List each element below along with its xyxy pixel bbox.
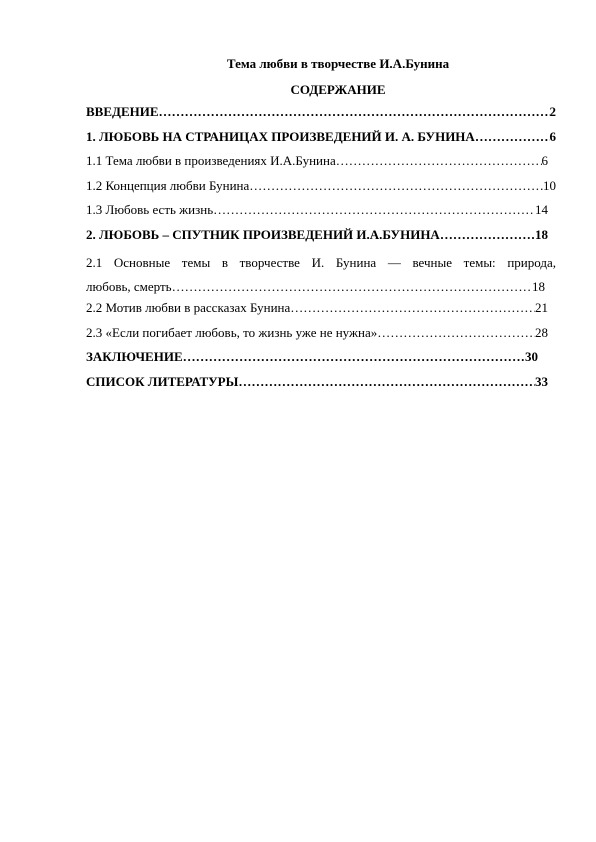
toc-entry-page: 30 bbox=[525, 349, 538, 364]
toc-entry-label-line-2: любовь, смерть bbox=[86, 279, 172, 294]
toc-entry-conclusion[interactable] bbox=[86, 349, 538, 374]
dot-leader bbox=[249, 178, 543, 194]
toc-heading: СОДЕРЖАНИЕ bbox=[290, 82, 386, 97]
table-of-contents bbox=[86, 104, 556, 398]
toc-entry-bibliography[interactable] bbox=[86, 374, 548, 399]
toc-entry-page: 21 bbox=[535, 300, 548, 315]
toc-entry-page: 6 bbox=[541, 153, 548, 168]
toc-entry-label: 1.2 Концепция любви Бунина bbox=[86, 177, 250, 193]
toc-entry-page: 33 bbox=[535, 373, 548, 389]
toc-entry-2-2[interactable] bbox=[86, 300, 548, 325]
toc-entry-label: 1.3 Любовь есть жизнь bbox=[86, 202, 214, 217]
toc-entry-page: 28 bbox=[535, 324, 548, 340]
toc-entry-introduction[interactable] bbox=[86, 104, 556, 129]
dot-leader bbox=[172, 275, 532, 298]
document-title: Тема любви в творчестве И.А.Бунина bbox=[226, 56, 450, 71]
dot-leader bbox=[290, 300, 535, 316]
toc-entry-label: ЗАКЛЮЧЕНИЕ bbox=[86, 349, 183, 364]
toc-entry-label: СПИСОК ЛИТЕРАТУРЫ bbox=[86, 373, 239, 389]
toc-entry-label: 2. ЛЮБОВЬ – СПУТНИК ПРОИЗВЕДЕНИЙ И.А.БУНИНА bbox=[86, 226, 440, 242]
dot-leader bbox=[377, 325, 535, 341]
toc-entry-1-1[interactable] bbox=[86, 153, 548, 178]
toc-entry-chapter-1[interactable] bbox=[86, 129, 556, 154]
dot-leader bbox=[183, 349, 525, 365]
dot-leader bbox=[213, 202, 535, 218]
toc-entry-label: 2.2 Мотив любви в рассказах Бунина bbox=[86, 300, 291, 315]
toc-entry-page: 18 bbox=[532, 279, 545, 294]
dot-leader bbox=[336, 153, 542, 169]
toc-entry-page: 18 bbox=[535, 226, 548, 242]
toc-entry-1-3[interactable] bbox=[86, 202, 548, 227]
toc-entry-label: ВВЕДЕНИЕ bbox=[86, 104, 159, 119]
dot-leader bbox=[475, 129, 550, 145]
toc-entry-chapter-2[interactable] bbox=[86, 227, 548, 252]
toc-entry-page: 6 bbox=[549, 128, 556, 144]
toc-entry-page: 2 bbox=[549, 104, 556, 119]
toc-entry-page: 10 bbox=[543, 177, 556, 193]
dot-leader bbox=[238, 374, 535, 390]
toc-entry-label: 1. ЛЮБОВЬ НА СТРАНИЦАХ ПРОИЗВЕДЕНИЙ И. А. БУНИНА bbox=[86, 128, 475, 144]
toc-entry-label: 2.3 «Если погибает любовь, то жизнь уже не нужна» bbox=[86, 324, 378, 340]
toc-entry-1-2[interactable] bbox=[86, 178, 556, 203]
toc-entry-2-3[interactable] bbox=[86, 325, 548, 350]
toc-entry-label: 1.1 Тема любви в произведениях И.А.Бунина bbox=[86, 153, 336, 168]
toc-entry-page: 14 bbox=[535, 202, 548, 217]
dot-leader bbox=[159, 104, 550, 120]
dot-leader bbox=[440, 227, 535, 243]
toc-entry-label-line-1: 2.1 Основные темы в творчестве И. Бунина — вечные темы: природа, bbox=[86, 255, 556, 270]
toc-entry-2-1[interactable] bbox=[86, 251, 556, 299]
